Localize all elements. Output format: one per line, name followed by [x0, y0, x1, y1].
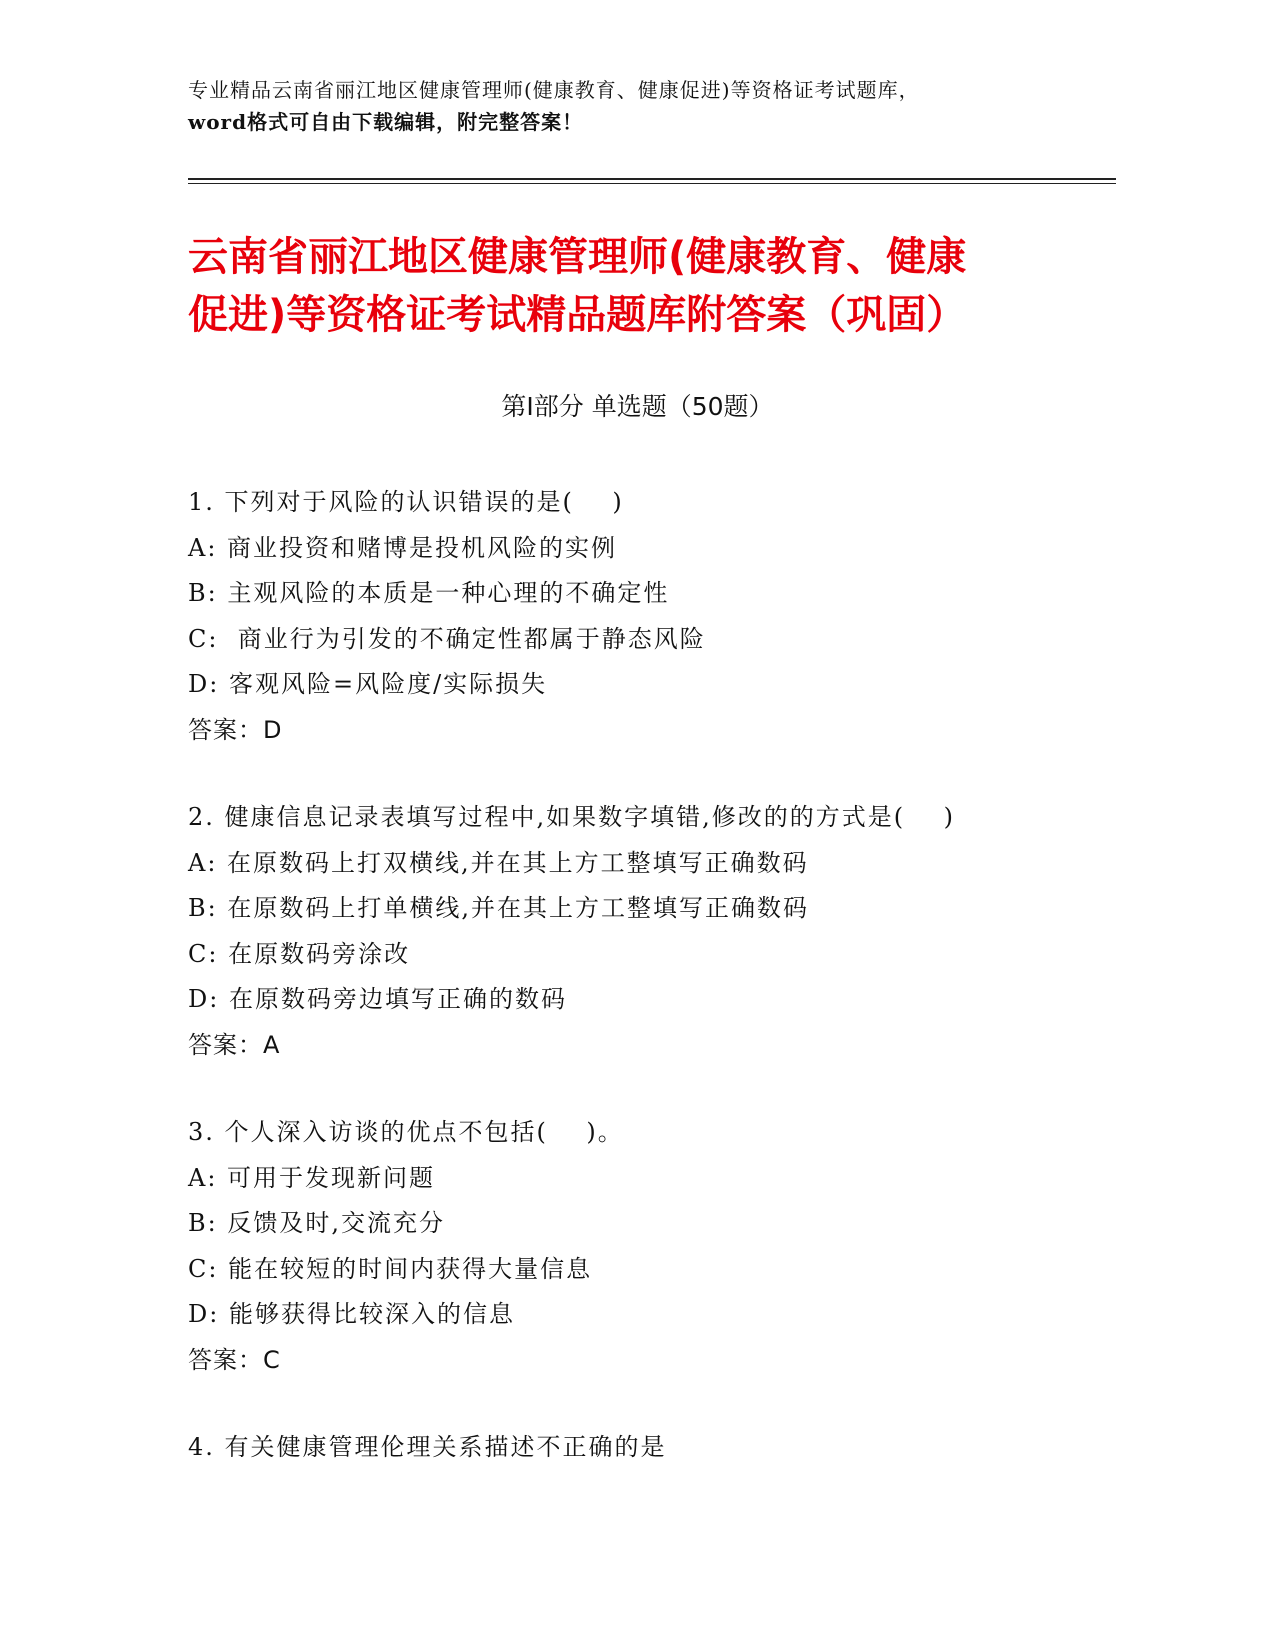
- section-heading: 第Ⅰ部分 单选题（50题）: [501, 392, 774, 421]
- question-stem: 3. 个人深入访谈的优点不包括( )。: [188, 1118, 624, 1146]
- document-title-line-1: 云南省丽江地区健康管理师(健康教育、健康: [188, 234, 967, 280]
- header-note-line-1: 专业精品云南省丽江地区健康管理师(健康教育、健康促进)等资格证考试题库，: [188, 78, 920, 102]
- option-c: C: 在原数码旁涂改: [188, 939, 411, 968]
- option-a: A: 可用于发现新问题: [188, 1163, 436, 1192]
- header-divider-thick: [188, 178, 1116, 180]
- question-stem: 1. 下列对于风险的认识错误的是( ): [188, 488, 624, 516]
- question-stem: 4. 有关健康管理伦理关系描述不正确的是: [188, 1433, 667, 1461]
- document-title-line-2: 促进)等资格证考试精品题库附答案（巩固）: [188, 292, 967, 338]
- answer: 答案：D: [188, 715, 283, 744]
- question-list: [188, 480, 1128, 1513]
- option-a: A: 商业投资和赌博是投机风险的实例: [188, 533, 618, 562]
- option-d: D: 能够获得比较深入的信息: [188, 1300, 515, 1328]
- option-a: A: 在原数码上打双横线,并在其上方工整填写正确数码: [188, 848, 809, 877]
- option-c: C: 商业行为引发的不确定性都属于静态风险: [188, 624, 706, 653]
- option-c: C: 能在较短的时间内获得大量信息: [188, 1254, 593, 1283]
- header-note: [188, 74, 1088, 138]
- question-4: [188, 1425, 1128, 1471]
- header-note-line-2: word格式可自由下载编辑，附完整答案！: [188, 110, 584, 134]
- option-b: B: 主观风险的本质是一种心理的不确定性: [188, 579, 670, 607]
- question-2: [188, 795, 1128, 1068]
- question-1: [188, 480, 1128, 753]
- question-stem: 2. 健康信息记录表填写过程中,如果数字填错,修改的的方式是( ): [188, 803, 956, 831]
- option-d: D: 在原数码旁边填写正确的数码: [188, 985, 567, 1013]
- answer: 答案：C: [188, 1345, 281, 1374]
- answer: 答案：A: [188, 1030, 281, 1059]
- document-title: [188, 228, 1108, 344]
- option-b: B: 反馈及时,交流充分: [188, 1209, 445, 1237]
- question-3: [188, 1110, 1128, 1383]
- option-b: B: 在原数码上打单横线,并在其上方工整填写正确数码: [188, 894, 809, 922]
- option-d: D: 客观风险=风险度/实际损失: [188, 670, 548, 698]
- header-divider-thin: [188, 183, 1116, 184]
